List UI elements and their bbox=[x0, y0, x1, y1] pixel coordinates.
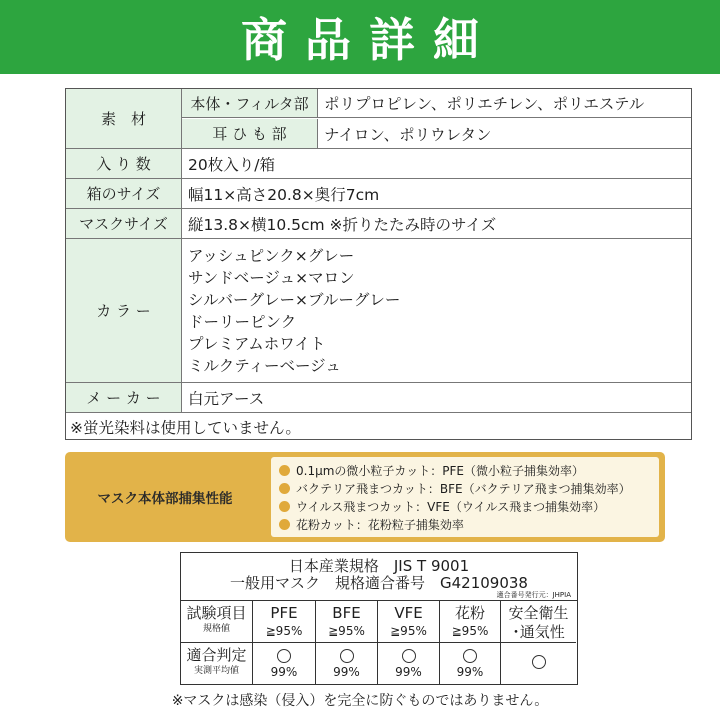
maker-label: メ ー カ ー bbox=[66, 383, 182, 412]
jis-test-grid bbox=[181, 601, 577, 684]
quantity-value: 20枚入り/箱 bbox=[188, 155, 275, 174]
pollen-standard: ≧95% bbox=[451, 624, 489, 638]
maker-row bbox=[66, 383, 691, 413]
bullet-icon bbox=[279, 483, 290, 494]
material-ear-row bbox=[182, 119, 691, 148]
safety-line-2: ･通気性 bbox=[512, 623, 565, 641]
jis-standard-box bbox=[180, 552, 578, 685]
mask-size-row bbox=[66, 209, 691, 239]
pass-circle-icon bbox=[277, 649, 291, 663]
page-header bbox=[0, 0, 720, 74]
pollen-header-cell bbox=[440, 601, 501, 643]
performance-item bbox=[279, 461, 659, 479]
performance-title: マスク本体部捕集性能 bbox=[97, 491, 233, 507]
pfe-measured: 99% bbox=[270, 665, 298, 679]
quantity-label: 入 り 数 bbox=[66, 149, 182, 178]
box-size-label: 箱のサイズ bbox=[66, 179, 182, 208]
performance-box bbox=[65, 452, 665, 542]
bfe-standard: ≧95% bbox=[328, 624, 365, 638]
material-label: 素 材 bbox=[66, 89, 182, 148]
judgement-label: 適合判定 bbox=[186, 646, 247, 664]
pollen-name: 花粉 bbox=[454, 604, 485, 622]
spec-table bbox=[65, 88, 692, 440]
jis-conformity-number: 一般用マスク 規格適合番号 G42109038 bbox=[230, 574, 528, 592]
safety-header-cell bbox=[501, 601, 576, 643]
page-title: 商品詳細 bbox=[241, 13, 497, 67]
bullet-icon bbox=[279, 519, 290, 530]
pfe-header-cell bbox=[253, 601, 316, 643]
color-item: シルバーグレー×ブルーグレー bbox=[188, 290, 401, 309]
performance-item bbox=[279, 497, 659, 515]
color-item: サンドベージュ×マロン bbox=[188, 268, 355, 287]
measured-average-label: 実測平均値 bbox=[193, 666, 239, 676]
performance-item bbox=[279, 479, 659, 497]
test-item-label-cell bbox=[181, 601, 253, 643]
box-size-row bbox=[66, 179, 691, 209]
color-list bbox=[182, 239, 400, 382]
material-ear-label: 耳 ひ も 部 bbox=[182, 119, 318, 148]
performance-item-text: バクテリア飛まつカット：BFE（バクテリア飛まつ捕集効率） bbox=[296, 481, 631, 496]
mask-size-label: マスクサイズ bbox=[66, 209, 182, 238]
color-item: プレミアムホワイト bbox=[188, 334, 326, 353]
material-body-row bbox=[182, 89, 691, 118]
performance-item-text: ウイルス飛まつカット：VFE（ウイルス飛まつ捕集効率） bbox=[296, 499, 606, 514]
maker-value: 白元アース bbox=[188, 389, 265, 408]
test-item-label: 試験項目 bbox=[186, 604, 247, 622]
pfe-name: PFE bbox=[270, 604, 298, 622]
note-row bbox=[66, 413, 691, 440]
performance-item-text: 0.1μmの微小粒子カット：PFE（微小粒子捕集効率） bbox=[296, 463, 585, 478]
color-item: アッシュピンク×グレー bbox=[188, 246, 355, 265]
standard-value-label: 規格値 bbox=[202, 624, 230, 634]
mask-size-value: 縦13.8×横10.5cm ※折りたたみ時のサイズ bbox=[188, 215, 497, 234]
pass-circle-icon bbox=[402, 649, 416, 663]
material-ear-value: ナイロン、ポリウレタン bbox=[324, 125, 492, 144]
pfe-standard: ≧95% bbox=[265, 624, 303, 638]
bfe-result-cell bbox=[316, 643, 378, 684]
vfe-name: VFE bbox=[394, 604, 423, 622]
color-row bbox=[66, 239, 691, 383]
bfe-name: BFE bbox=[332, 604, 361, 622]
performance-item-text: 花粉カット：花粉粒子捕集効率 bbox=[296, 517, 464, 532]
bullet-icon bbox=[279, 501, 290, 512]
vfe-measured: 99% bbox=[395, 665, 422, 679]
jis-standard-name: 日本産業規格 JIS T 9001 bbox=[288, 557, 470, 575]
pass-circle-icon bbox=[463, 649, 477, 663]
jis-issuer: 適合番号発行元：JHPIA bbox=[496, 591, 571, 599]
pollen-measured: 99% bbox=[456, 665, 484, 679]
box-size-value: 幅11×高さ20.8×奥行7cm bbox=[188, 185, 380, 204]
bfe-header-cell bbox=[316, 601, 378, 643]
performance-item bbox=[279, 515, 659, 533]
footer-note: ※マスクは感染（侵入）を完全に防ぐものではありません。 bbox=[171, 693, 549, 709]
material-row bbox=[66, 89, 691, 149]
pass-circle-icon bbox=[532, 655, 546, 669]
material-body-value: ポリプロピレン、ポリエチレン、ポリエステル bbox=[324, 95, 645, 113]
material-body-label: 本体・フィルタ部 bbox=[182, 89, 318, 117]
vfe-header-cell bbox=[378, 601, 440, 643]
safety-result-cell bbox=[501, 643, 576, 684]
color-item: ミルクティーベージュ bbox=[188, 356, 341, 375]
pass-circle-icon bbox=[340, 649, 354, 663]
judgement-label-cell bbox=[181, 643, 253, 684]
vfe-result-cell bbox=[378, 643, 440, 684]
color-item: ドーリーピンク bbox=[188, 312, 297, 331]
bullet-icon bbox=[279, 465, 290, 476]
pollen-result-cell bbox=[440, 643, 501, 684]
jis-header bbox=[181, 553, 577, 601]
performance-list bbox=[271, 457, 659, 537]
fluorescent-note: ※蛍光染料は使用していません。 bbox=[70, 418, 301, 437]
bfe-measured: 99% bbox=[333, 665, 360, 679]
color-label: カ ラ ー bbox=[66, 239, 182, 382]
safety-line-1: 安全衛生 bbox=[508, 604, 569, 622]
vfe-standard: ≧95% bbox=[390, 624, 427, 638]
quantity-row bbox=[66, 149, 691, 179]
pfe-result-cell bbox=[253, 643, 316, 684]
